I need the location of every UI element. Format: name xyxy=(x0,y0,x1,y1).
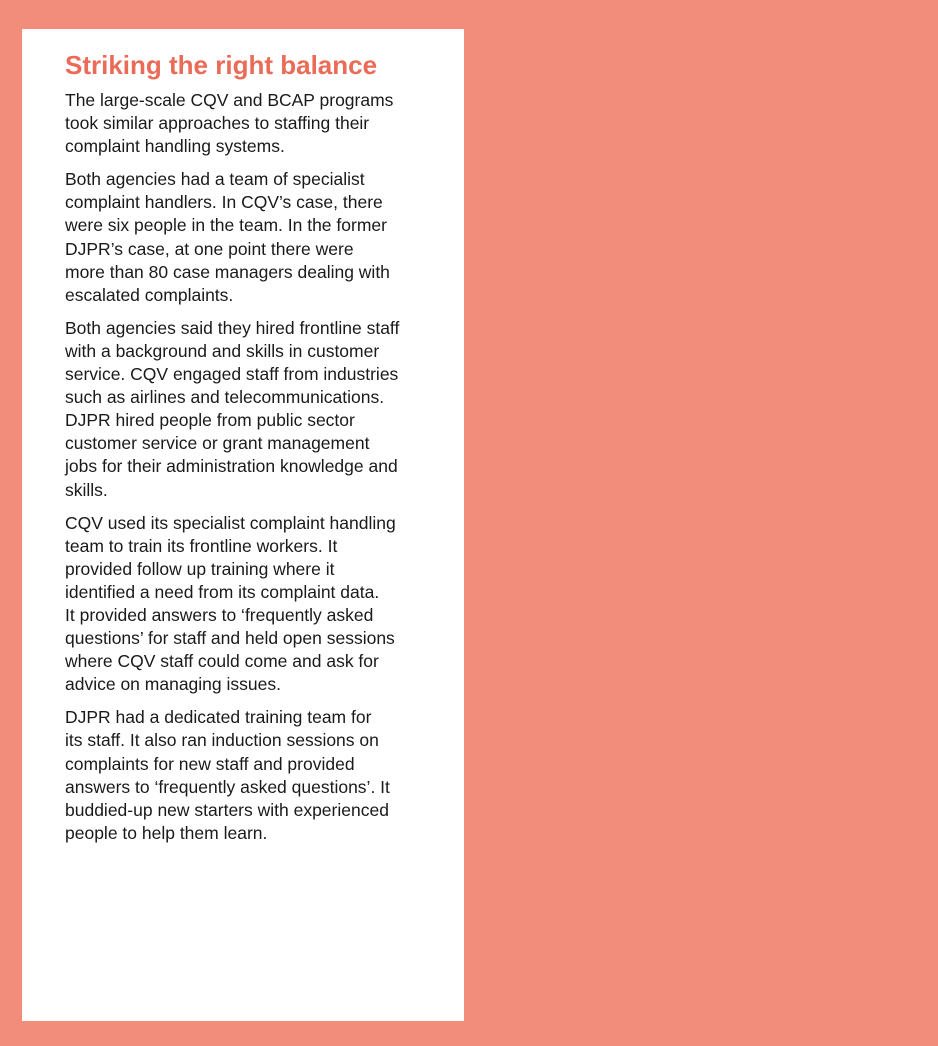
text-line: complaint handlers. In CQV’s case, there xyxy=(65,192,383,213)
text-line: DJPR’s case, at one point there were xyxy=(65,238,354,259)
text-line: more than 80 case managers dealing with xyxy=(65,261,390,282)
text-line: team to train its frontline workers. It xyxy=(65,535,338,556)
text-line: buddied-up new starters with experienced xyxy=(65,799,389,820)
text-line: with a background and skills in customer xyxy=(65,340,380,361)
text-line: Both agencies had a team of specialist xyxy=(65,169,365,190)
paragraph-1 xyxy=(65,89,447,158)
text-line: DJPR had a dedicated training team for xyxy=(65,707,372,728)
text-line: jobs for their administration knowledge and xyxy=(65,456,398,477)
paragraph-3 xyxy=(65,317,447,502)
text-line: provided follow up training where it xyxy=(65,558,335,579)
text-line: were six people in the team. In the former xyxy=(65,215,387,236)
text-line: service. CQV engaged staff from industries xyxy=(65,364,399,385)
text-line: where CQV staff could come and ask for xyxy=(65,651,379,672)
text-line: escalated complaints. xyxy=(65,284,234,305)
text-line: skills. xyxy=(65,479,108,500)
content-card xyxy=(22,29,464,1021)
text-line: such as airlines and telecommunications. xyxy=(65,387,385,408)
text-line: answers to ‘frequently asked questions’. It xyxy=(65,776,390,797)
text-line: advice on managing issues. xyxy=(65,674,281,695)
text-line: people to help them learn. xyxy=(65,822,268,843)
text-line: CQV used its specialist complaint handling xyxy=(65,512,396,533)
text-line: The large-scale CQV and BCAP programs xyxy=(65,90,394,110)
section-heading: Striking the right balance xyxy=(65,50,378,80)
paragraph-2 xyxy=(65,168,447,307)
text-line: complaints for new staff and provided xyxy=(65,753,355,774)
text-line: took similar approaches to staffing their xyxy=(65,113,370,134)
text-line: customer service or grant management xyxy=(65,433,370,454)
text-line: Both agencies said they hired frontline staff xyxy=(65,317,400,338)
text-line: questions’ for staff and held open sessions xyxy=(65,628,395,649)
text-line: It provided answers to ‘frequently asked xyxy=(65,604,374,625)
text-line: identified a need from its complaint data. xyxy=(65,581,380,602)
paragraph-5 xyxy=(65,706,447,845)
paragraph-4 xyxy=(65,512,447,697)
text-line: complaint handling systems. xyxy=(65,136,285,157)
text-line: DJPR hired people from public sector xyxy=(65,410,355,431)
text-line: its staff. It also ran induction sessions on xyxy=(65,730,379,751)
